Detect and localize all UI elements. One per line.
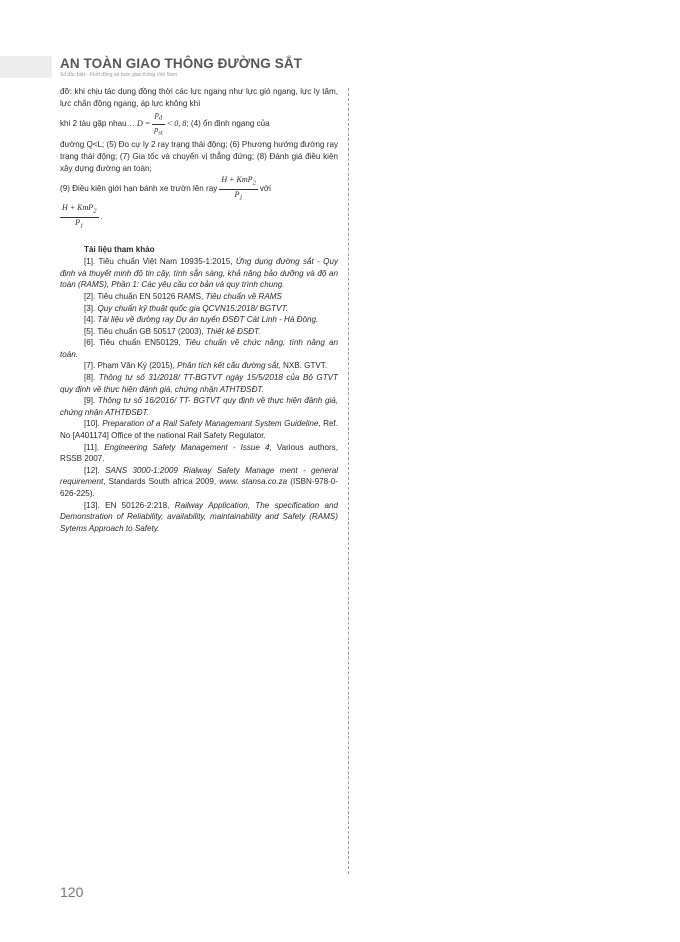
reference-item: [5]. Tiêu chuẩn GB 50517 (2003), Thiết kế ĐSĐT.	[84, 326, 261, 336]
reference-item: [11]. Engineering Safety Management - Issue 4, Various authors, RSSB 2007.	[60, 442, 338, 464]
header-band	[0, 56, 52, 78]
eq1-numerator: p	[154, 110, 159, 120]
eq3-numerator-sub: 2	[93, 207, 97, 215]
eq1-rhs: < 0, 8	[166, 119, 187, 129]
eq2-denominator: P	[234, 189, 240, 199]
equation-line-1	[60, 110, 338, 138]
eq1-fraction	[152, 110, 164, 138]
reference-item: [7]. Phạm Văn Ký (2015), Phân tích kết cấu đường sắt, NXB. GTVT.	[84, 361, 328, 371]
eq2-numerator-sub: 2	[252, 179, 256, 187]
eq2-numerator: H + KmP	[221, 175, 253, 185]
equation-line-2	[60, 175, 338, 203]
equation-line-3: $\frac{H + KmP_2}{P_1}$ .	[62, 203, 103, 230]
page-number: 120	[60, 884, 84, 900]
eq1-lhs: D =	[136, 119, 151, 129]
reference-item: [10]. Preparation of a Rail Safety Managemant System Guideline, Ref. No [A401174] Office of the national Rail Safety Regulator.	[60, 419, 338, 441]
reference-item: [4]. Tài liệu về đường ray Dự án tuyến ĐSĐT Cát Linh - Hà Đông.	[84, 315, 319, 325]
reference-item: [2]. Tiêu chuẩn EN 50126 RAMS, Tiêu chuẩn về RAMS	[84, 291, 282, 301]
reference-item: [12]. SANS 3000-1:2009 Rialway Safety Manage ment - general requirement, Standards South africa 2009, www. stansa.co.za (ISBN-978-0-626-225).	[60, 465, 339, 498]
eq1-denominator-sub: st	[158, 129, 163, 137]
eq-line-text-b: ; (4) ổn định ngang của	[186, 119, 270, 129]
body-paragraph-1: đỡ: khi chịu tác dụng đồng thời các lực ngang như lực gió ngang, lực ly tâm, lực chấn động ngang, áp lực không khí	[60, 87, 338, 108]
eq-line-text-a: khi 2 tàu gặp nhau…	[60, 119, 137, 129]
running-header-subtitle: Số đặc biệt - Khởi động an toàn giao thông Việt Nam	[60, 72, 178, 78]
eq3-fraction	[60, 203, 99, 231]
eq2-fraction	[219, 175, 258, 203]
eq1-denominator: p	[154, 124, 159, 134]
eq3-numerator: H + KmP	[62, 203, 94, 213]
reference-item: [6]. Tiêu chuẩn EN50129, Tiêu chuẩn về chức năng, tính năng an toàn.	[60, 338, 338, 359]
condition-9-with: với	[259, 184, 271, 194]
eq3-denominator-sub: 1	[80, 222, 84, 230]
text-column	[60, 86, 338, 534]
reference-item: [1]. Tiêu chuẩn Việt Nam 10935-1:2015, Ứng dụng đường sắt - Quy định và thuyết minh độ tin cậy, tính sẵn sàng, khả năng bảo dưỡng và độ an toàn (RAMS), Phần 1: Các yêu cầu cơ bản và quy trình chung.	[60, 257, 339, 290]
reference-item: [9]. Thông tư số 16/2016/ TT- BGTVT quy định về thực hiện đánh giá, chứng nhận ATHTĐSĐT.	[60, 396, 338, 417]
eq1-numerator-sub: d	[158, 114, 163, 122]
reference-item: [3]. Quy chuẩn kỹ thuật quốc gia QCVN15:2018/ BGTVT.	[84, 303, 288, 313]
eq2-denominator-sub: 1	[239, 194, 243, 202]
condition-9-text: (9) Điều kiện giới hạn bánh xe trườn lên ray	[60, 184, 218, 194]
reference-item: [8]. Thông tư số 31/2018/ TT-BGTVT ngày 15/5/2018 của Bộ GTVT quy định về thực hiện đánh giá, chứng nhận ATHTĐSĐT.	[60, 373, 338, 394]
eq3-denominator: P	[75, 217, 81, 227]
body-paragraph-2: đường Q<L; (5) Đo cự ly 2 ray trạng thái động; (6) Phương hướng đường ray trạng thái động; (7) Gia tốc và chuyển vị thẳng đứng; (8) Đánh giá điều kiện xây dựng đường an toàn;	[60, 140, 339, 173]
column-divider	[348, 88, 349, 874]
reference-item: [13]. EN 50126-2:218, Railway Application, The specification and Demonstration of Reliability, availability, maintainability and Safety (RAMS) Sytems Approach to Safety.	[60, 500, 338, 533]
running-header-title: AN TOÀN GIAO THÔNG ĐƯỜNG SẮT	[60, 56, 303, 71]
references-heading: Tài liệu tham khảo	[84, 244, 155, 254]
